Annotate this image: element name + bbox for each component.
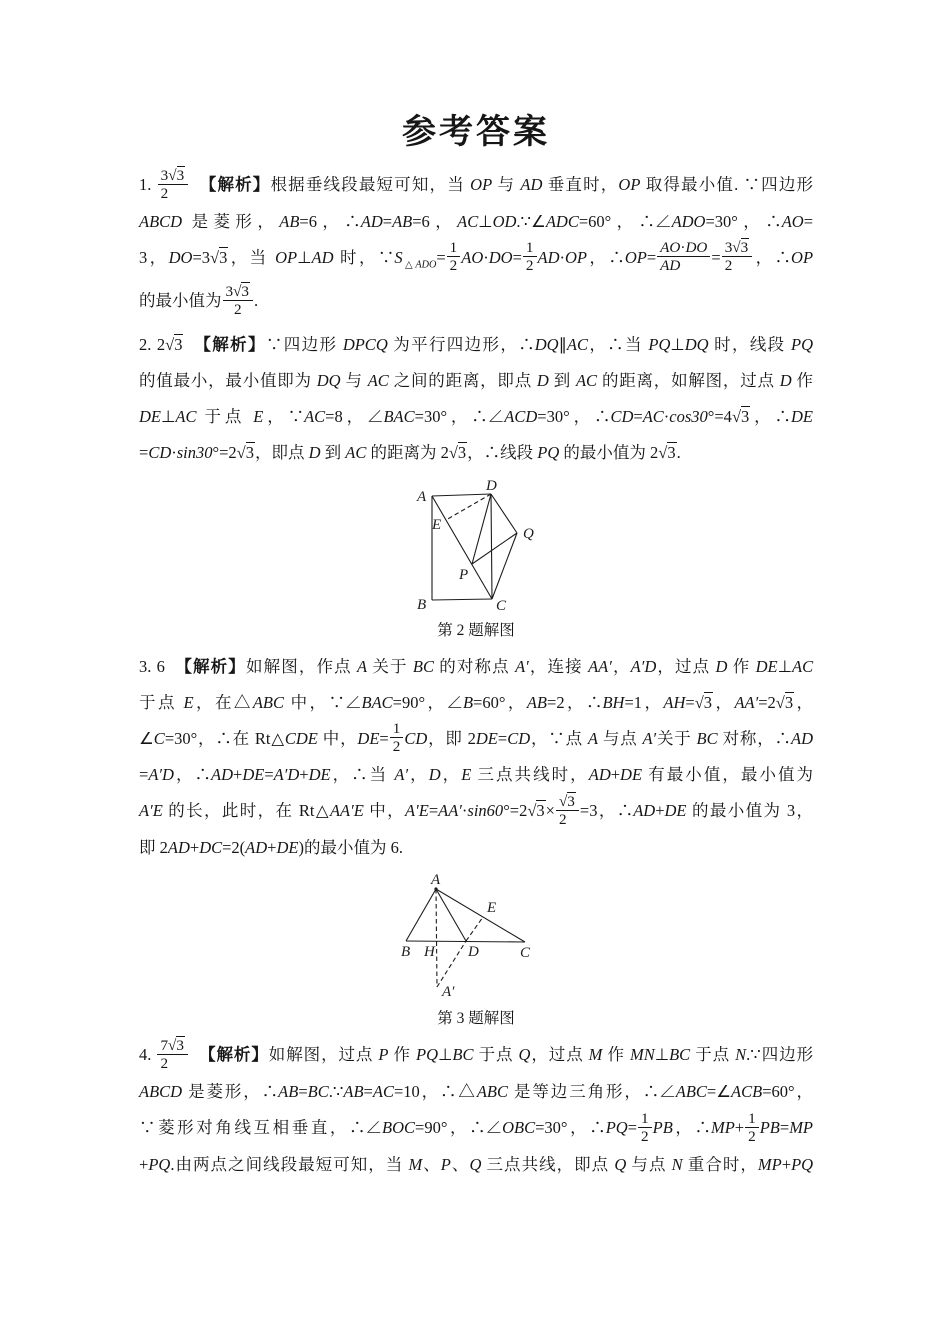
answer-4-line: ∵菱形对角线互相垂直，∴∠BOC=90°，∴∠OBC=30°，∴PQ= $\frac{1}{2}$ PB，∴MP+ $\frac{1}{2}$ PB=MP [139, 1109, 814, 1145]
vertex-label-h: H [424, 944, 435, 961]
vertex-label-q: Q [522, 525, 534, 542]
figure-3 [139, 874, 813, 1029]
answer-4-line: ABCD 是菱形，∴AB=BC.∵AB=AC=10，∴△ABC 是等边三角形，∴∠ABC=∠ACB=60°， [139, 1081, 813, 1101]
vertex-label-d: D [485, 478, 497, 494]
vertex-label-a: A [431, 874, 441, 889]
vertex-label-p: P [458, 566, 468, 583]
figure-2-caption: 第 2 题解图 [437, 621, 515, 639]
figure-2-diagram [414, 479, 539, 614]
figure-3-diagram [401, 874, 551, 1002]
answer-2-line: 的值最小，最小值即为 DQ 与 AC 之间的距离，即点 D 到 AC 的距离，如解图，过点 D 作 [139, 370, 814, 390]
vertex-label-a: A [416, 488, 426, 505]
vertex-label-b: B [416, 596, 426, 613]
page-title: 参考答案 [402, 113, 550, 151]
vertex-label-c: C [495, 597, 506, 614]
vertex-label-c: C [520, 945, 531, 962]
answer-4 [139, 1037, 813, 1182]
answer-3-line: 即 2AD+DC=2(AD+DE)的最小值为 6. [139, 838, 403, 858]
answer-3-line: =A′D，∴AD+DE=A′D+DE，∴当 A′，D，E 三点共线时，AD+DE 有最小值，最小值为 [139, 765, 814, 785]
figure-2 [139, 479, 813, 641]
vertex-label-a-prime: A′ [442, 984, 455, 1001]
answer-1-line: ABCD 是菱形，AB=6，∴AD=AB=6，AC⊥OD.∵∠ADC=60°，∴∠ADO=30°，∴AO= [139, 211, 814, 231]
answer-1-line: 3，DO=3√3，当 OP⊥AD 时，$\because S_{\triangle ADO}=$ $\frac{1}{2}$ AO·DO= $\frac{1}{2}$ AD·OP，∴OP= $\frac{AO\cdot DO}{AD}$ = $\frac{3√3}{2}$ ，∴OP [139, 239, 814, 275]
answer-1-line: 1. $\frac{3√3}{2}$ 【解析】根据垂线段最短可知，当 OP 与 AD 垂直时，OP 取得最小值. ∵四边形 [139, 166, 813, 202]
vertex-label-e: E [487, 900, 497, 917]
answer-2-line: 2. 2√3 【解析】∵四边形 DPCQ 为平行四边形，∴DQ∥AC，∴当 PQ⊥DQ 时，线段 PQ [139, 334, 814, 354]
answer-3-line: A′E 的长，此时，在 Rt△AA′E 中，A′E=AA′·sin60°=2√3× $\frac{√3}{2}$ =3，∴AD+DE 的最小值为 3， [139, 793, 814, 829]
answer-4-line: +PQ.由两点之间线段最短可知，当 M、P、Q 三点共线，即点 Q 与点 N 重合时，MP+PQ [139, 1154, 814, 1174]
answer-4-line: 4. $\frac{7√3}{2}$ 【解析】如解图，过点 P 作 PQ⊥BC 于点 Q，过点 M 作 MN⊥BC 于点 N.∵四边形 [139, 1036, 814, 1072]
answer-2-line: =CD·sin30°=2√3，即点 D 到 AC 的距离为 2√3，∴线段 PQ 的最小值为 2√3. [139, 442, 681, 462]
answer-3-line: ∠C=30°，∴在 Rt△CDE 中，DE= $\frac{1}{2}$ CD，即 2DE=CD，∵点 A 与点 A′关于 BC 对称，∴AD [139, 720, 814, 756]
vertex-label-b: B [401, 944, 411, 961]
vertex-label-e: E [431, 516, 441, 533]
answer-1-line: 的最小值为 $\frac{3√3}{2}$ . [139, 282, 259, 318]
answer-1 [139, 167, 813, 320]
answer-3 [139, 649, 813, 866]
answer-2-line: DE⊥AC 于点 E，∵AC=8，∠BAC=30°，∴∠ACD=30°，∴CD=AC·cos30°=4√3，∴DE [139, 406, 813, 426]
answer-3-line: 3. 6 【解析】如解图，作点 A 关于 BC 的对称点 A′，连接 AA′，A′D，过点 D 作 DE⊥AC [139, 656, 814, 676]
vertex-label-d: D [468, 944, 479, 961]
answer-2 [139, 327, 813, 471]
answer-3-line: 于点 E，在△ABC 中，∵∠BAC=90°，∠B=60°，AB=2，∴BH=1，AH=√3，AA′=2√3， [139, 692, 814, 712]
figure-3-caption: 第 3 题解图 [437, 1010, 515, 1028]
